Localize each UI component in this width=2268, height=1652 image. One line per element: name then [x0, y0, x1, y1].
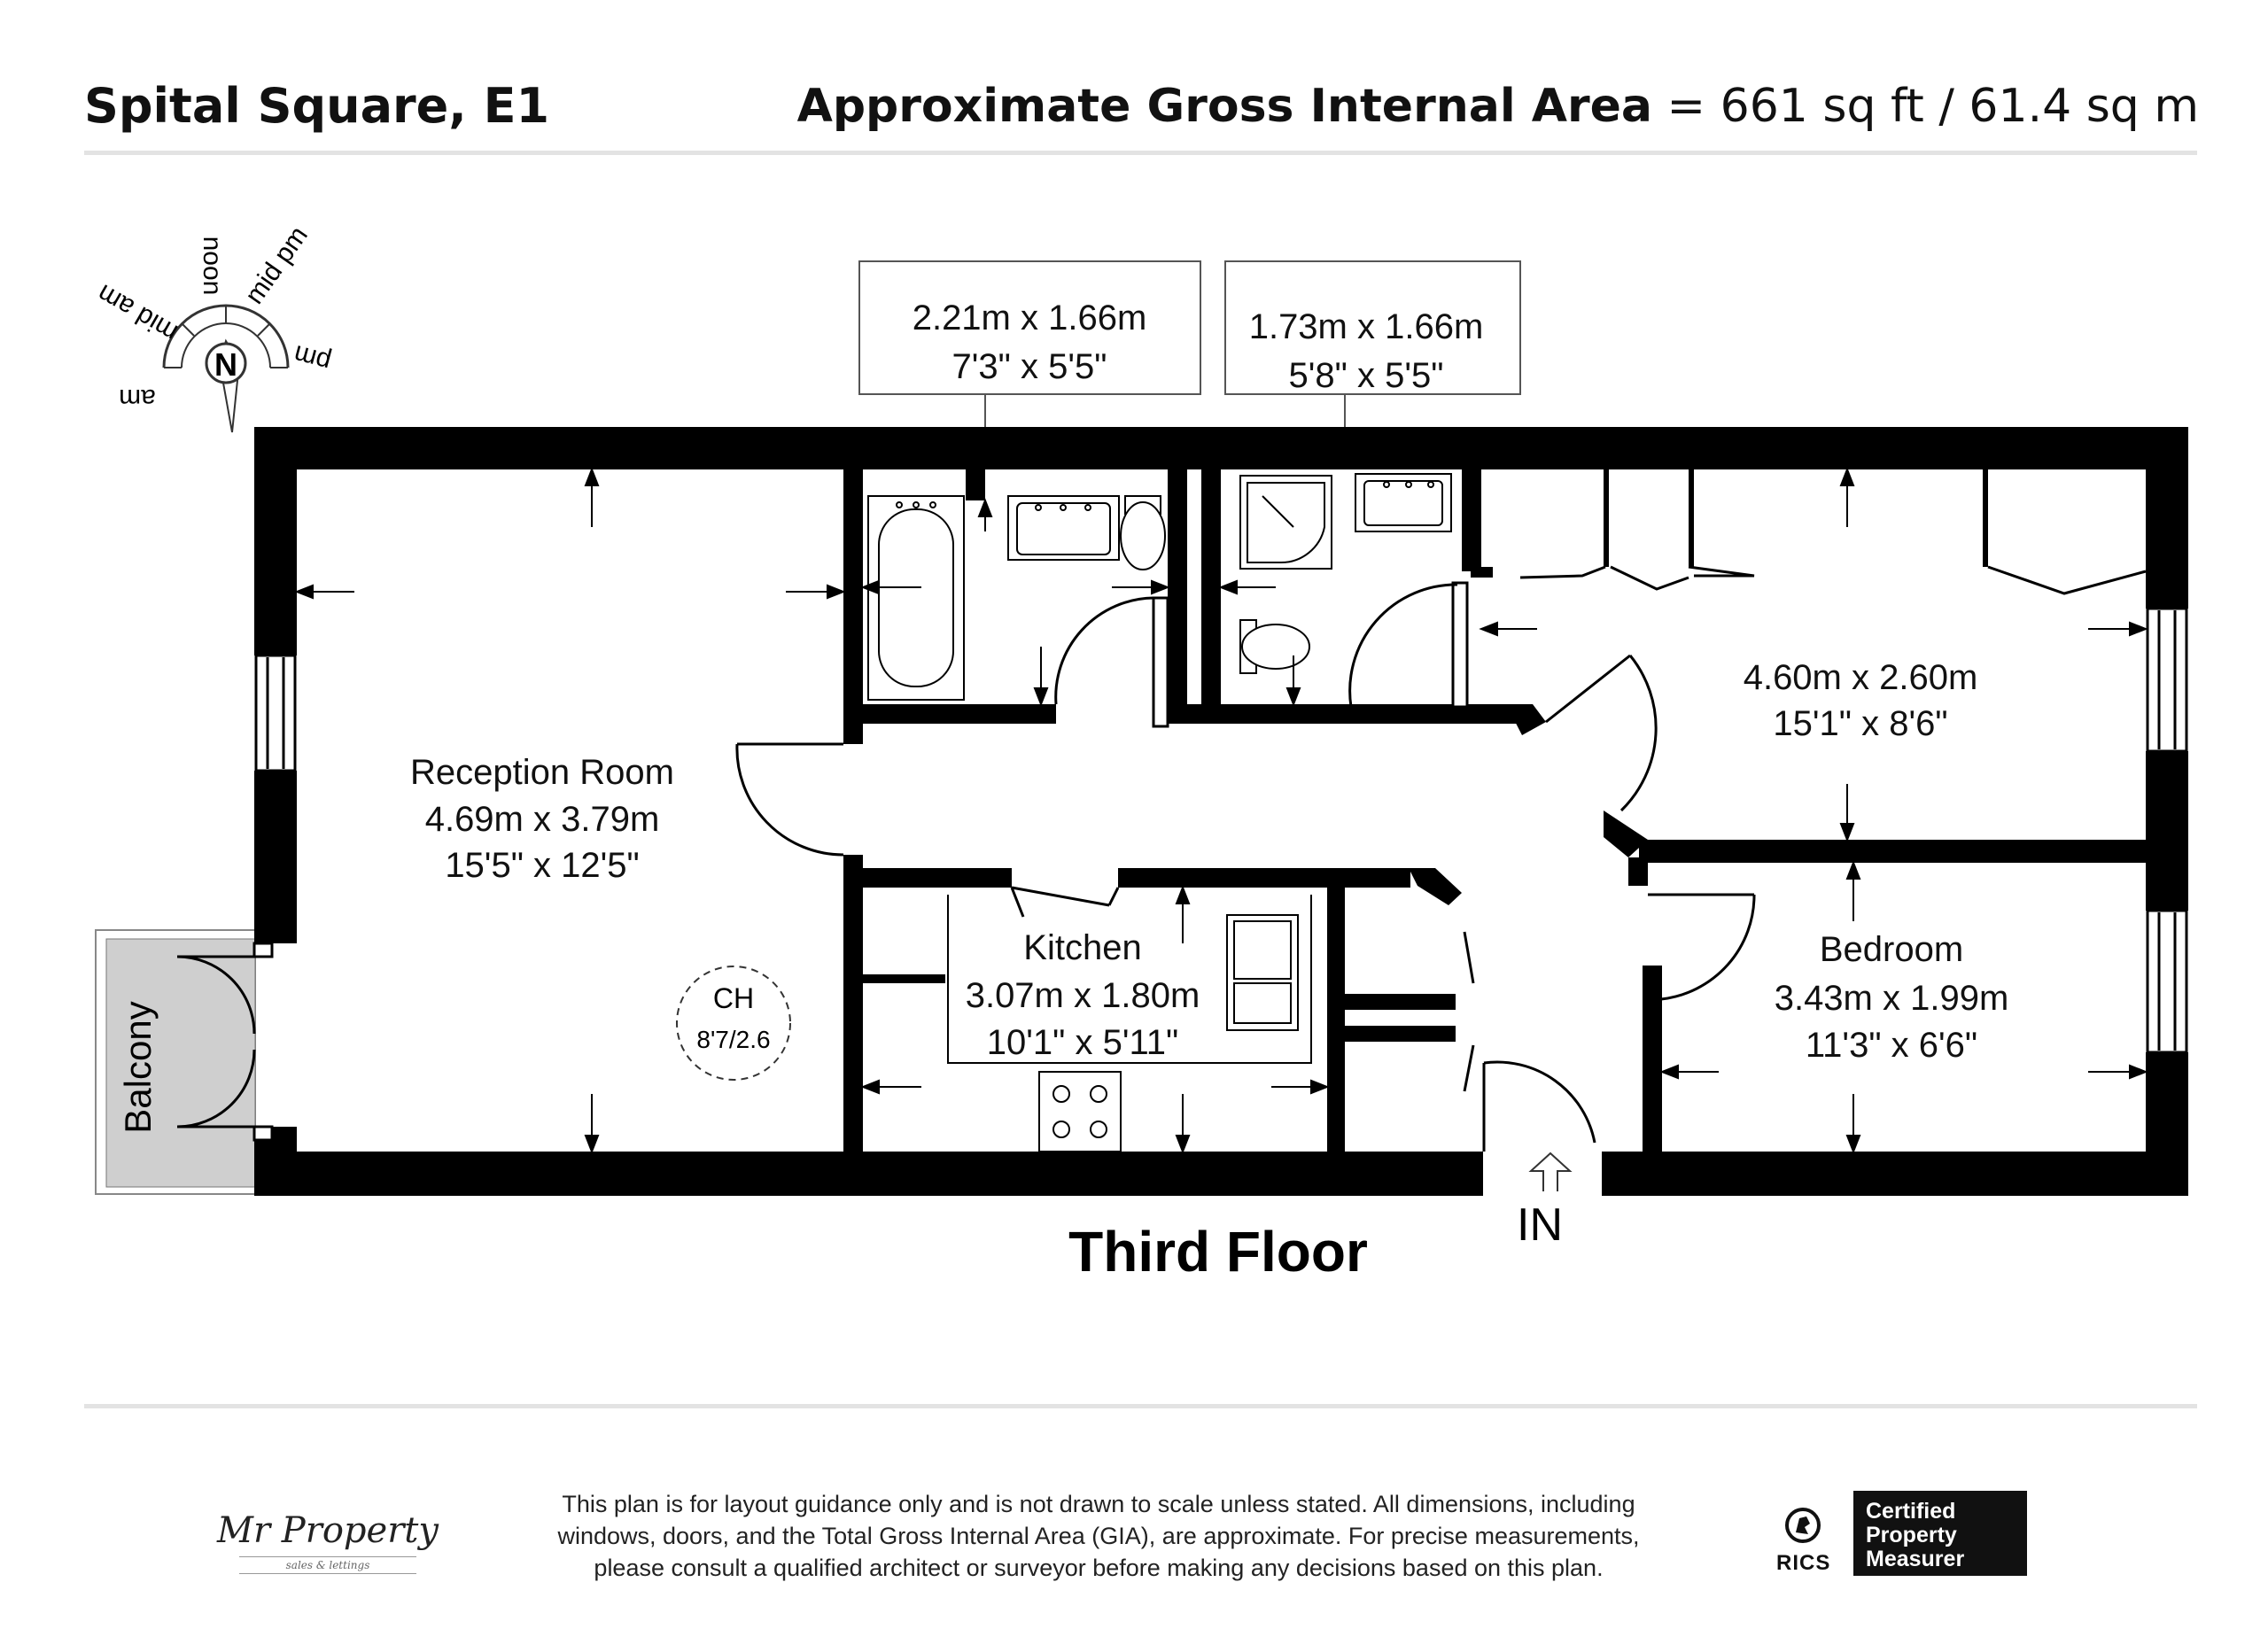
kitchen-name: Kitchen	[1023, 928, 1142, 967]
cert-line: Measurer	[1866, 1547, 1965, 1571]
ceiling-height-label: CH	[712, 982, 755, 1014]
rics-text: RICS	[1776, 1551, 1831, 1575]
logo-main: Mr Property	[217, 1510, 439, 1551]
compass-am: am	[119, 384, 156, 413]
compass-mid-am: mid am	[92, 278, 183, 348]
disclaimer-line: This plan is for layout guidance only and is not drawn to scale unless stated. All dimensions, including	[562, 1491, 1635, 1517]
disclaimer-line: please consult a qualified architect or surveyor before making any decisions based on this plan.	[594, 1555, 1604, 1581]
kitchen-imperial: 10'1" x 5'11"	[986, 1023, 1179, 1062]
shower-room-metric: 1.73m x 1.66m	[1248, 307, 1484, 346]
disclaimer	[523, 1488, 1674, 1584]
rics-lion-icon	[1783, 1506, 1822, 1545]
cert-line: Property	[1866, 1523, 1957, 1547]
cert-line: Certified	[1866, 1499, 1956, 1524]
footer-divider	[84, 1404, 2197, 1408]
bathroom-imperial: 7'3" x 5'5"	[951, 347, 1107, 386]
area-label: Approximate Gross Internal Area	[796, 80, 1652, 133]
certified-property-measurer-badge	[1853, 1491, 2027, 1576]
balcony-label: Balcony	[117, 1001, 159, 1134]
bedroom-2-metric: 3.43m x 1.99m	[1774, 979, 2009, 1018]
bedroom-2-name: Bedroom	[1819, 930, 1964, 969]
reception-room-imperial: 15'5" x 12'5"	[445, 846, 640, 885]
property-address: Spital Square, E1	[84, 78, 550, 134]
floor-name: Third Floor	[1068, 1220, 1368, 1284]
reception-room-metric: 4.69m x 3.79m	[424, 800, 660, 839]
rics-logo	[1776, 1506, 1829, 1576]
compass	[92, 221, 334, 432]
bathroom-metric: 2.21m x 1.66m	[912, 299, 1147, 337]
reception-room-name: Reception Room	[410, 753, 674, 792]
compass-noon: noon	[198, 236, 227, 296]
area-value: = 661 sq ft / 61.4 sq m	[1652, 80, 2199, 133]
entrance-arrow	[1531, 1153, 1570, 1191]
entrance-label: IN	[1517, 1199, 1563, 1251]
compass-north: N	[214, 346, 237, 383]
disclaimer-line: windows, doors, and the Total Gross Internal Area (GIA), are approximate. For precise measurements,	[557, 1523, 1640, 1549]
compass-pm: pm	[291, 338, 334, 377]
bedroom-2-imperial: 11'3" x 6'6"	[1805, 1026, 1978, 1065]
logo-sub: sales & lettings	[239, 1556, 416, 1574]
shower-room-imperial: 5'8" x 5'5"	[1288, 356, 1444, 395]
bedroom-1-metric: 4.60m x 2.60m	[1743, 658, 1978, 697]
ceiling-height-value: 8'7/2.6	[696, 1026, 771, 1053]
compass-mid-pm: mid pm	[239, 221, 314, 310]
kitchen-metric: 3.07m x 1.80m	[965, 976, 1200, 1015]
bedroom-1-imperial: 15'1" x 8'6"	[1773, 704, 1948, 743]
agency-logo	[217, 1510, 439, 1574]
